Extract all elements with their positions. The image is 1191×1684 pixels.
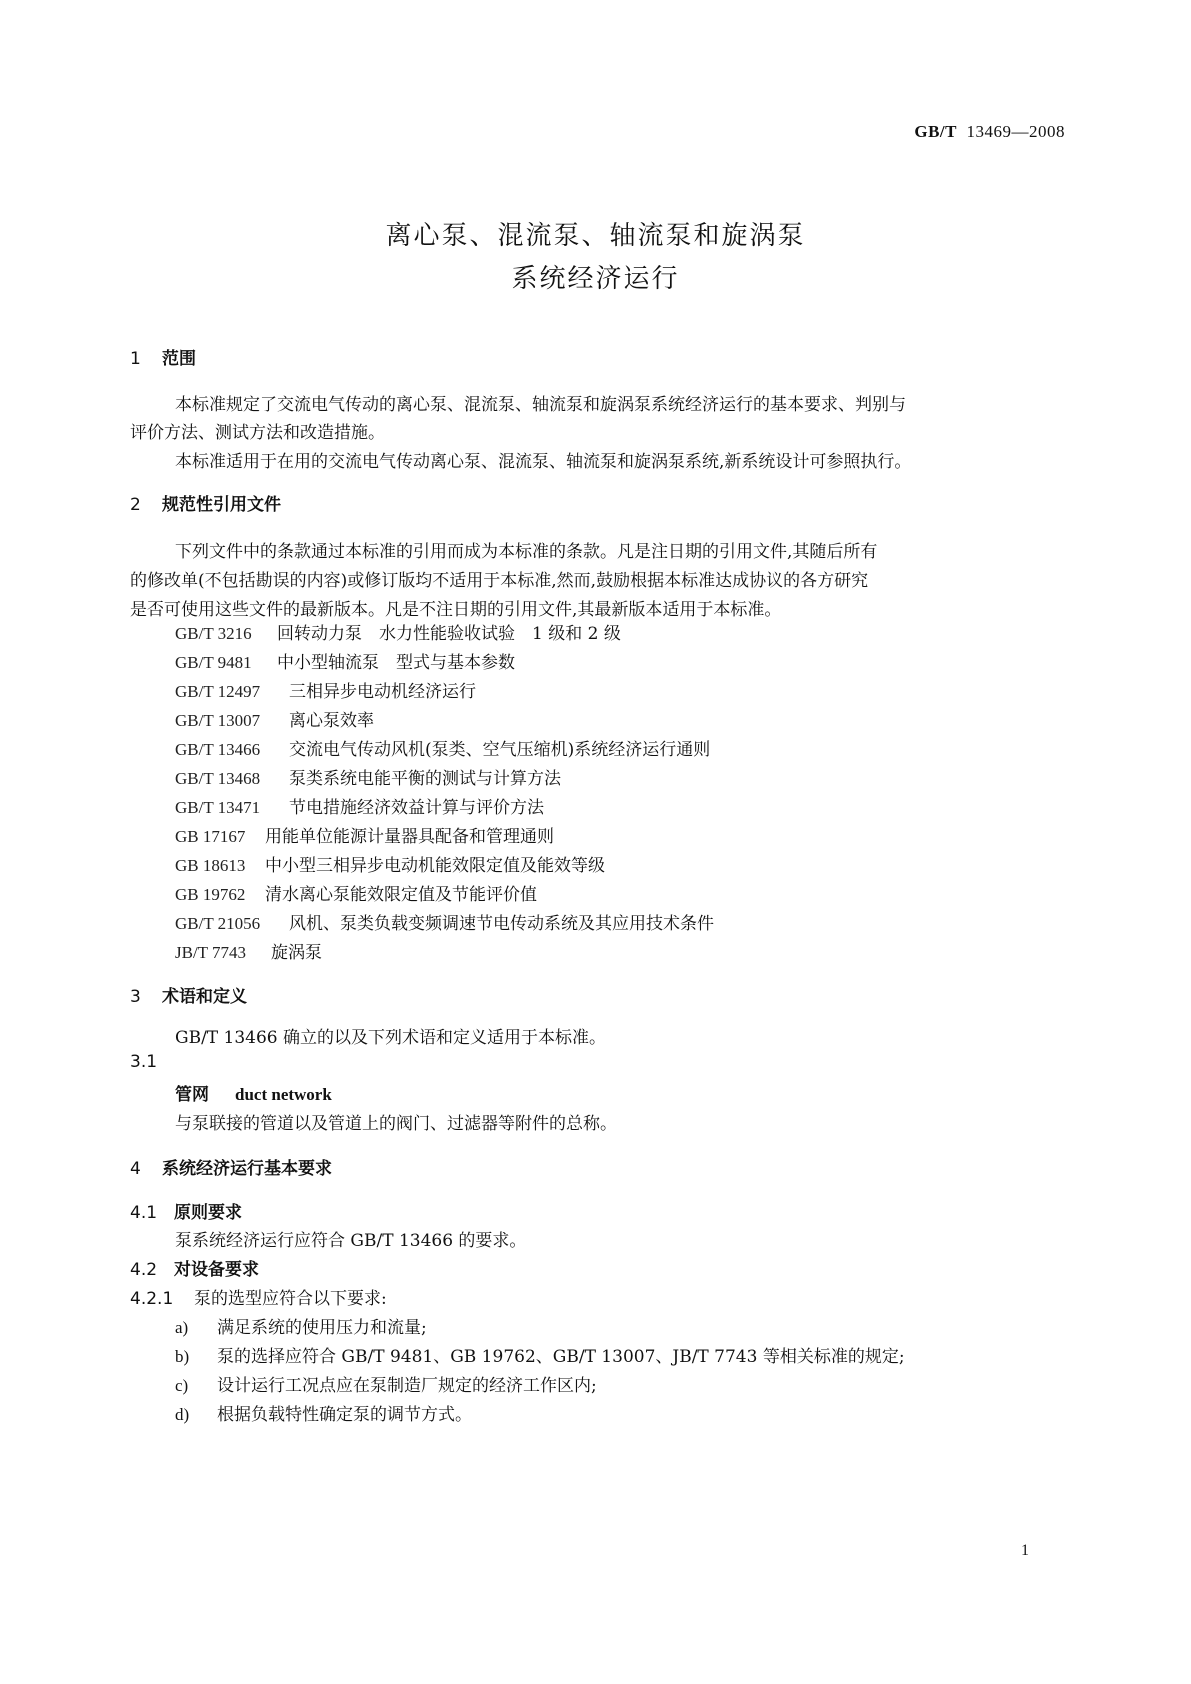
reference-code: GB/T 12497	[175, 682, 261, 701]
reference-item	[175, 735, 710, 760]
reference-item	[175, 793, 544, 818]
reference-code: GB/T 13007	[175, 711, 261, 730]
section-3-heading	[130, 982, 247, 1007]
page-number: 1	[1021, 1542, 1029, 1559]
reference-code: GB/T 13468	[175, 769, 261, 788]
reference-title: 清水离心泵能效限定值及节能评价值	[265, 885, 537, 905]
reference-code: GB/T 13466	[175, 740, 261, 759]
reference-item	[175, 822, 554, 847]
section-2-para-line2: 的修改单(不包括勘误的内容)或修订版均不适用于本标准,然而,鼓励根据本标准达成协议的各方研究	[130, 571, 869, 591]
section-title: 系统经济运行基本要求	[162, 1159, 332, 1179]
list-item-text: 满足系统的使用压力和流量;	[217, 1318, 427, 1338]
list-item-label: d)	[175, 1405, 190, 1424]
section-title: 范围	[162, 349, 196, 369]
clause-4-2-1	[130, 1284, 387, 1309]
standard-prefix: GB/T	[914, 122, 957, 141]
section-2-para-line3: 是否可使用这些文件的最新版本。凡是不注日期的引用文件,其最新版本适用于本标准。	[130, 600, 782, 620]
reference-title: 回转动力泵 水力性能验收试验 1 级和 2 级	[277, 624, 621, 644]
standard-year: 13469—2008	[966, 122, 1065, 141]
subsection-4-1-text: 泵系统经济运行应符合 GB/T 13466 的要求。	[175, 1231, 527, 1251]
section-number: 1	[130, 349, 141, 369]
reference-code: GB 17167	[175, 827, 246, 846]
list-item	[175, 1371, 597, 1396]
term-english: duct network	[235, 1085, 332, 1104]
section-1-para1-line2: 评价方法、测试方法和改造措施。	[130, 423, 385, 443]
list-item-text: 根据负载特性确定泵的调节方式。	[217, 1405, 472, 1425]
list-item-label: c)	[175, 1376, 189, 1395]
section-number: 3	[130, 987, 141, 1007]
reference-item	[175, 851, 605, 876]
reference-title: 旋涡泵	[271, 943, 322, 963]
document-title-line2: 系统经济运行	[511, 264, 680, 294]
reference-title: 交流电气传动风机(泵类、空气压缩机)系统经济运行通则	[289, 740, 711, 760]
section-1-para2: 本标准适用于在用的交流电气传动离心泵、混流泵、轴流泵和旋涡泵系统,新系统设计可参照执行。	[175, 452, 912, 472]
reference-title: 泵类系统电能平衡的测试与计算方法	[289, 769, 561, 789]
section-number: 2	[130, 495, 141, 515]
term-number: 3.1	[130, 1052, 158, 1072]
list-item-label: a)	[175, 1318, 189, 1337]
document-title-line1: 离心泵、混流泵、轴流泵和旋涡泵	[385, 221, 806, 251]
section-4-heading	[130, 1154, 332, 1179]
reference-item	[175, 764, 561, 789]
section-3-para: GB/T 13466 确立的以及下列术语和定义适用于本标准。	[175, 1028, 607, 1048]
clause-text: 泵的选型应符合以下要求:	[194, 1289, 387, 1309]
reference-item	[175, 619, 621, 644]
reference-item	[175, 938, 322, 963]
list-item	[175, 1342, 905, 1367]
reference-item	[175, 706, 374, 731]
reference-title: 用能单位能源计量器具配备和管理通则	[265, 827, 554, 847]
subsection-4-1-heading	[130, 1198, 242, 1223]
section-title: 规范性引用文件	[162, 495, 281, 515]
list-item-label: b)	[175, 1347, 190, 1366]
section-title: 术语和定义	[162, 987, 247, 1007]
subsection-4-2-heading	[130, 1255, 259, 1280]
clause-number: 4.2.1	[130, 1289, 174, 1309]
subsection-title: 对设备要求	[174, 1260, 259, 1280]
reference-title: 节电措施经济效益计算与评价方法	[289, 798, 544, 818]
reference-code: GB 19762	[175, 885, 246, 904]
reference-code: GB/T 9481	[175, 653, 252, 672]
section-2-heading	[130, 490, 281, 515]
section-1-para1-line1: 本标准规定了交流电气传动的离心泵、混流泵、轴流泵和旋涡泵系统经济运行的基本要求、判别与	[175, 395, 906, 415]
reference-item	[175, 880, 537, 905]
term-definition: 与泵联接的管道以及管道上的阀门、过滤器等附件的总称。	[175, 1114, 617, 1134]
list-item	[175, 1400, 472, 1425]
subsection-number: 4.2	[130, 1260, 158, 1280]
section-number: 4	[130, 1159, 141, 1179]
list-item-text: 设计运行工况点应在泵制造厂规定的经济工作区内;	[217, 1376, 597, 1396]
term-chinese: 管网	[175, 1085, 209, 1105]
section-2-para-line1: 下列文件中的条款通过本标准的引用而成为本标准的条款。凡是注日期的引用文件,其随后所有	[175, 542, 878, 562]
reference-code: JB/T 7743	[175, 943, 247, 962]
list-item	[175, 1313, 427, 1338]
reference-title: 中小型轴流泵 型式与基本参数	[277, 653, 515, 673]
reference-code: GB/T 13471	[175, 798, 261, 817]
standard-number	[914, 122, 1065, 142]
reference-code: GB/T 3216	[175, 624, 252, 643]
reference-item	[175, 677, 476, 702]
subsection-number: 4.1	[130, 1203, 158, 1223]
reference-code: GB 18613	[175, 856, 246, 875]
reference-title: 三相异步电动机经济运行	[289, 682, 476, 702]
term-entry	[175, 1080, 332, 1105]
reference-title: 中小型三相异步电动机能效限定值及能效等级	[265, 856, 605, 876]
reference-title: 风机、泵类负载变频调速节电传动系统及其应用技术条件	[289, 914, 714, 934]
reference-title: 离心泵效率	[289, 711, 374, 731]
subsection-title: 原则要求	[174, 1203, 242, 1223]
reference-code: GB/T 21056	[175, 914, 261, 933]
list-item-text: 泵的选择应符合 GB/T 9481、GB 19762、GB/T 13007、JB/T 7743 等相关标准的规定;	[217, 1347, 905, 1367]
reference-item	[175, 909, 714, 934]
section-1-heading	[130, 344, 196, 369]
reference-item	[175, 648, 515, 673]
